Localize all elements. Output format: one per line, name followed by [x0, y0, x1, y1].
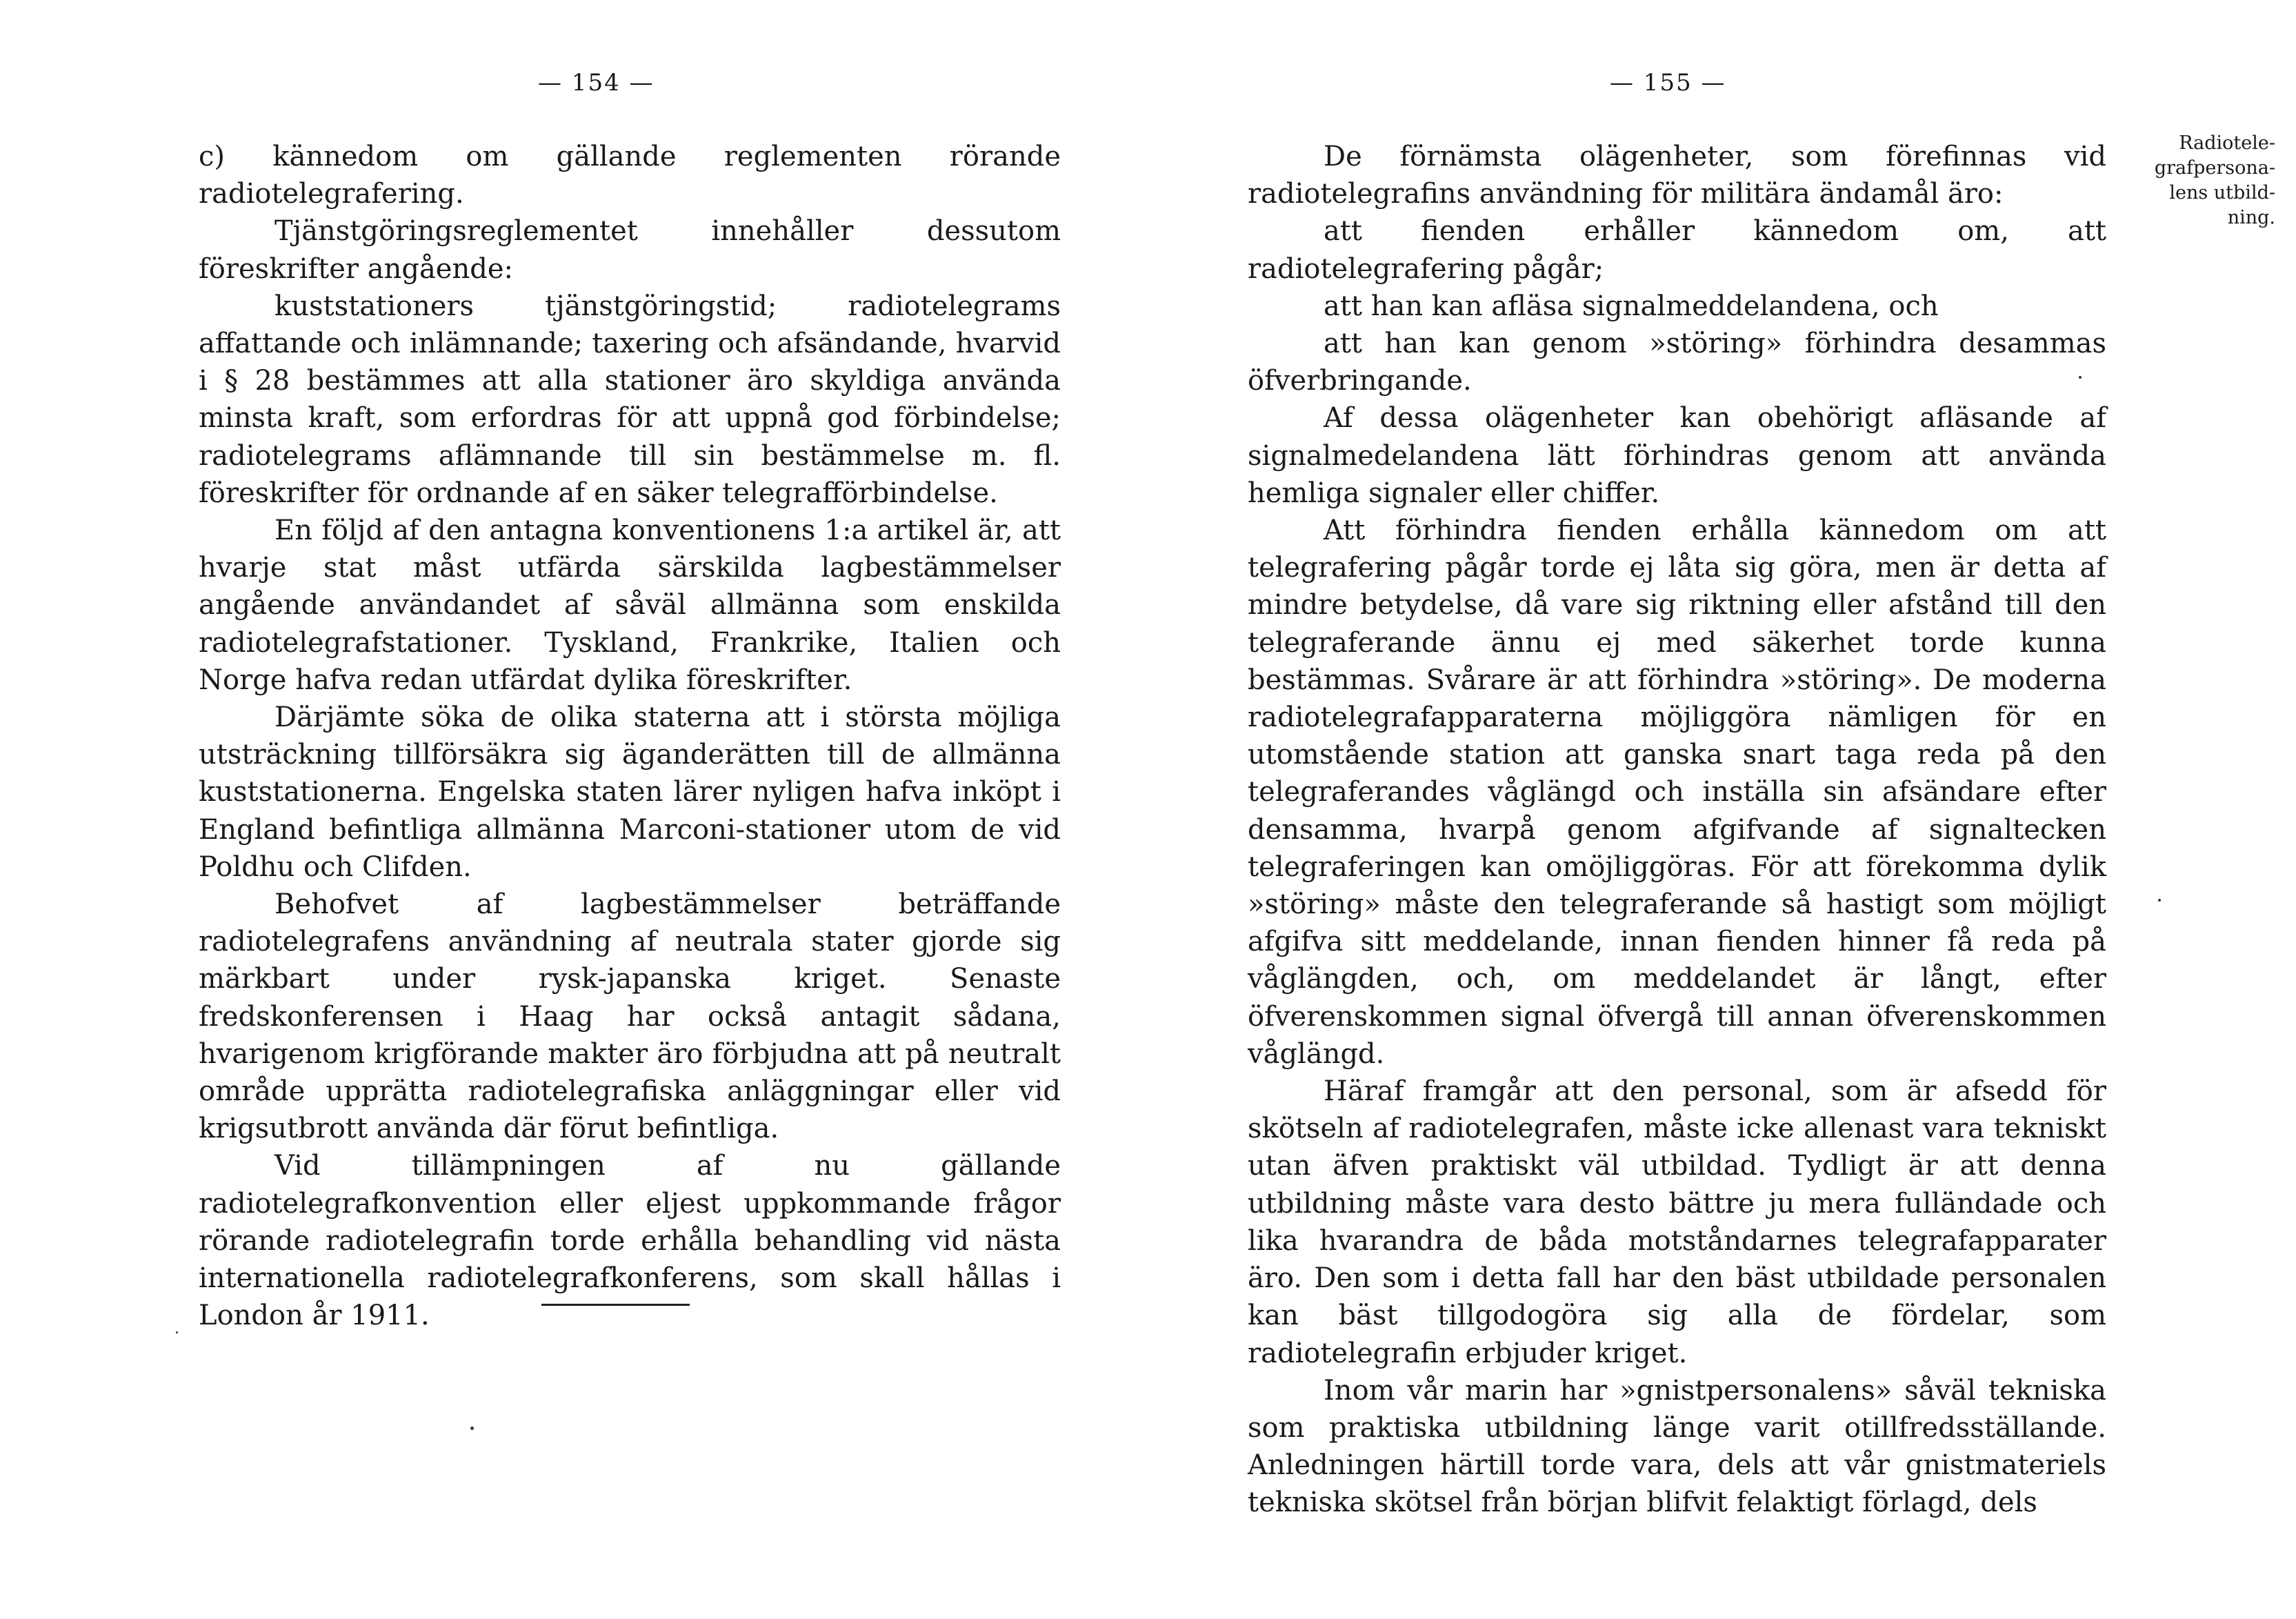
body-text — [199, 138, 1061, 1335]
print-speck — [470, 1427, 474, 1430]
paragraph: Inom vår marin har »gnistpersonalens» såväl tekniska som praktiska utbildning länge varit otillfredsställande. Anledningen härtill torde vara, dels att vår gnistmateriels tekniska skötsel från början blifvit felaktigt förlagd, dels — [1248, 1374, 2106, 1519]
page-number: — 154 — — [538, 69, 655, 97]
body-text — [1248, 138, 2106, 1522]
paragraph: Tjänstgöringsreglementet innehåller dessutom föreskrifter angående: — [199, 215, 1061, 285]
paragraph: Därjämte söka de olika staterna att i största möjliga utsträckning tillförsäkra sig äganderätten till de allmänna kuststationerna. Engelska staten lärer nyligen hafva inköpt i England befintliga allmänna Marconi-stationer utom de vid Poldhu och Clifden. — [199, 702, 1061, 883]
print-speck — [2079, 376, 2082, 379]
margin-note-line: ning. — [2227, 207, 2275, 228]
paragraph: c) kännedom om gällande reglementen rörande radiotelegrafering. — [199, 141, 1061, 210]
paragraph: Vid tillämpningen af nu gällande radiotelegrafkonvention eller eljest uppkommande frågor rörande radiotelegrafin torde erhålla behandling vid nästa internationella radiotelegrafkonferens, som skall hållas i London år 1911. — [199, 1150, 1061, 1332]
paragraph: De förnämsta olägenheter, som förefinnas vid radiotelegrafins användning för militära ändamål äro: — [1248, 141, 2106, 210]
margin-note-line: grafpersona- — [2154, 157, 2275, 179]
right-page — [1148, 0, 2296, 1619]
paragraph: att fienden erhåller kännedom om, att radiotelegrafering pågår; — [1248, 215, 2106, 285]
section-end-rule — [541, 1304, 690, 1306]
margin-note-line: Radiotele- — [2179, 132, 2275, 154]
print-speck — [176, 1331, 178, 1333]
paragraph: En följd af den antagna konventionens 1:a artikel är, att hvarje stat måst utfärda särskilda lagbestämmelser angående användandet af såväl allmänna som enskilda radiotelegrafstationer. Tyskland, Frankrike, Italien och Norge hafva redan utfärdat dylika föreskrifter. — [199, 515, 1061, 696]
paragraph: Behofvet af lagbestämmelser beträffande radiotelegrafens användning af neutrala stater gjorde sig märkbart under rysk-japanska kriget. Senaste fredskonferensen i Haag har också antagit sådana, hvarigenom krigförande makter äro förbjudna att på neutralt område upprätta radiotelegrafiska anläggningar eller vid krigsutbrott använda där förut befintliga. — [199, 888, 1061, 1145]
paragraph: Häraf framgår att den personal, som är afsedd för skötseln af radiotelegrafen, måste icke allenast vara tekniskt utan äfven praktiskt väl utbildad. Tydligt är att denna utbildning måste vara desto bättre ju mera fulländade och lika hvarandra de båda motståndarnes telegrafapparater äro. Den som i detta fall har den bäst utbildade personalen kan bäst tillgodogöra sig alla de fördelar, som radiotelegrafin erbjuder kriget. — [1248, 1075, 2106, 1369]
margin-note-line: lens utbild- — [2169, 182, 2275, 203]
paragraph: Att förhindra fienden erhålla kännedom om att telegrafering pågår torde ej låta sig göra, men är detta af mindre betydelse, då vare sig riktning eller afstånd till den telegraferande ännu ej med säkerhet torde kunna bestämmas. Svårare är att förhindra »störing». De moderna radiotelegrafapparaterna möjliggöra nämligen för en utomstående station att ganska snart taga reda på den telegraferandes våglängd och inställa sin afsändare efter densamma, hvarpå genom afgifvande af signaltecken telegraferingen kan omöjliggöras. För att förekomma dylik »störing» måste den telegraferande så hastigt som möjligt afgifva sitt meddelande, innan fienden hinner få reda på våglängden, och, om meddelandet är långt, efter öfverenskommen signal öfvergå till annan öfverenskommen våglängd. — [1248, 515, 2106, 1070]
paragraph: Af dessa olägenheter kan obehörigt afläsande af signalmedelandena lätt förhindras genom att använda hemliga signaler eller chiffer. — [1248, 402, 2106, 509]
paragraph: kuststationers tjänstgöringstid; radiotelegrams affattande och inlämnande; taxering och afsändande, hvarvid i § 28 bestämmes att alla stationer äro skyldiga använda minsta kraft, som erfordras för att uppnå god förbindelse; radiotelegrams aflämnande till sin bestämmelse m. fl. föreskrifter för ordnande af en säker telegrafförbindelse. — [199, 290, 1061, 509]
paragraph: att han kan genom »störing» förhindra desammas öfverbringande. — [1248, 328, 2106, 397]
margin-note — [2124, 131, 2275, 230]
paragraph: att han kan afläsa signalmeddelandena, och — [1324, 290, 1939, 322]
print-speck — [2158, 899, 2161, 902]
page-number: — 155 — — [1610, 69, 1726, 97]
